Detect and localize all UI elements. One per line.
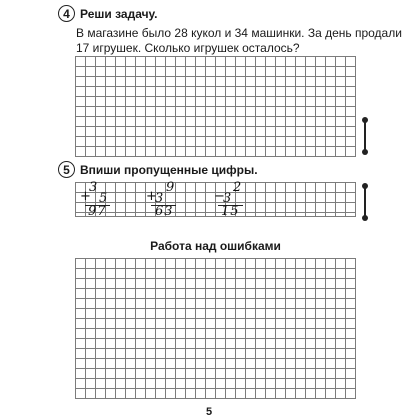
- task-4-check-bar-bottom-dot: [362, 149, 368, 155]
- example-3-top-digit: 2: [233, 180, 242, 195]
- example-1-middle-digit: 5: [99, 191, 108, 206]
- task-4-text-line-1: В магазине было 28 кукол и 34 машинки. За день продали: [76, 26, 402, 40]
- example-1-sign: +: [80, 189, 91, 204]
- task-4-number: 4: [63, 6, 70, 21]
- errors-answer-grid[interactable]: [75, 258, 356, 399]
- task-5-title: Впиши пропущенные цифры.: [80, 163, 258, 177]
- example-2-sign: +: [146, 189, 157, 204]
- task-4-check-bar: [364, 120, 366, 152]
- task-5-check-bar-bottom-dot: [362, 215, 368, 221]
- example-3-middle-digit: 3: [223, 191, 232, 206]
- errors-section-title: Работа над ошибками: [150, 239, 281, 253]
- page-number: 5: [206, 406, 213, 418]
- example-1-top-digit: 3: [89, 180, 98, 195]
- example-2-middle-digit: 3: [155, 191, 164, 206]
- example-3-sign: −: [214, 189, 225, 204]
- task-4-title: Реши задачу.: [80, 7, 158, 21]
- task-5-check-bar: [364, 186, 366, 218]
- task-4-number-badge: [58, 5, 75, 22]
- task-5-check-bar-top-dot: [362, 183, 368, 189]
- example-1-result: 97: [88, 204, 107, 219]
- task-5-number: 5: [63, 162, 70, 177]
- task-5-number-badge: [58, 161, 75, 178]
- task-4-check-bar-top-dot: [362, 117, 368, 123]
- task-4-answer-grid[interactable]: [75, 56, 356, 157]
- example-2-result: 63: [155, 204, 174, 219]
- task-4-text-line-2: 17 игрушек. Сколько игрушек осталось?: [76, 41, 300, 55]
- example-3-result: 15: [221, 204, 240, 219]
- example-2-top-digit: 9: [166, 180, 175, 195]
